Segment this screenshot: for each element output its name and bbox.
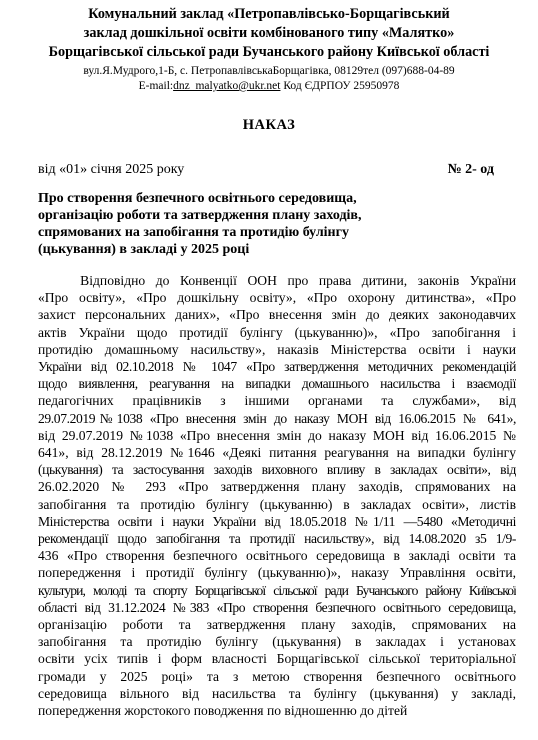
body-line: 641», від 28.12.2019 №1646 «Деякі питання реагування на випадки булінгу [38, 445, 516, 461]
body-line: Міністерства освіти і науки України від 18.05.2018 №1/11 —5480 «Методичні [38, 513, 516, 529]
subject-line: Про створення безпечного освітнього середовища, [38, 191, 357, 206]
body-line: актів України щодо протидії булінгу (цькуванню)», «Про запобігання і [38, 324, 516, 340]
header-line-3: Борщагівської сільської ради Бучанського району Київської області [48, 44, 490, 60]
body-line: попередження жорстокого поводження по відношенню до дітей [38, 703, 408, 719]
body-line: організацію роботи та затвердження плану заходів, спрямованих на [38, 617, 516, 633]
body-line: України від 02.10.2018 № 1047 «Про затвердження методичних рекомендацій [38, 359, 516, 375]
body-line: 436 «Про створення безпечного освітнього середовища в закладі освіти та [38, 548, 516, 564]
order-number: № 2- од [447, 162, 494, 177]
body-line: «Про освіту», «Про дошкільну освіту», «Про охорону дитинства», «Про [38, 290, 516, 306]
body-line: щодо виявлення, реагування на випадки домашнього насильства і взаємодії [38, 376, 516, 392]
body-line: від 29.07.2019 №1038 «Про внесення змін до наказу МОН від 16.06.2015 № [38, 427, 516, 443]
email-prefix: E-mail: [138, 80, 174, 92]
address-block [0, 64, 538, 94]
body-line: протидію домашньому насильству», наказів Міністерства освіти і науки [38, 341, 516, 357]
edrpou-code: Код ЄДРПОУ 25950978 [280, 80, 400, 92]
address-line: вул.Я.Мудрого,1-Б, с. ПетропавлівськаБорщагівка, 08129тел (097)688-04-89 [83, 65, 455, 77]
date-line [38, 162, 494, 178]
subject-line: (цькування) в закладі у 2025 році [38, 242, 250, 257]
body-line: культури, молоді та спорту Борщагівської сільської ради Бучанського району Київської [38, 582, 516, 598]
body-line: 29.07.2019№1038 «Про внесення змін до наказу МОН від 16.06.2015 № 641», [38, 410, 516, 426]
body-line: педагогічних працівників з іншими органами та службами», від [38, 393, 516, 409]
body-line: середовища вільного від насильства та булінгу (цькування) у закладі, [38, 685, 516, 701]
body-line: запобігання та протидію булінгу (цькуванню) в закладах освіти», листів [38, 496, 516, 512]
header-line-2: заклад дошкільної освіти комбінованого типу «Малятко» [83, 25, 455, 41]
body-line: (цькування) та застосування заходів виховного впливу в закладах освіти», від [38, 462, 516, 478]
body-line: Відповідно до Конвенції ООН про права дитини, законів України [38, 273, 516, 288]
institution-header [0, 5, 538, 62]
order-subject [38, 190, 418, 258]
body-line: області від 31.12.2024 №383 «Про створення безпечного освітнього середовища, [38, 599, 516, 615]
body-line: рекомендації щодо запобігання та протидії насильству», від 14.08.2020 з5 1/9- [38, 531, 516, 547]
order-body [38, 272, 516, 719]
body-line: захист персональних даних», «Про внесення змін до деяких законодавчих [38, 307, 516, 323]
email-link[interactable]: dnz_malyatko@ukr.net [173, 80, 281, 92]
contact-line [0, 79, 538, 94]
body-line: запобігання та протидію булінгу (цькування) в закладах і установах [38, 634, 516, 650]
header-line-1: Комунальний заклад «Петропавлівсько-Борщагівський [88, 6, 450, 22]
subject-line: спрямованих на запобігання та протидію булінгу [38, 225, 349, 240]
subject-line: організацію роботи та затвердження плану заходів, [38, 208, 362, 223]
order-date: від «01» січня 2025 року [38, 162, 185, 177]
body-line: громади у 2025 році» та з метою створення безпечного освітнього [38, 668, 516, 684]
body-line: 26.02.2020 № 293 «Про затвердження плану заходів, спрямованих на [38, 479, 516, 495]
document-title: НАКАЗ [242, 117, 296, 133]
body-line: попередження і протидії булінгу (цькуванню)», наказу Управління освіти, [38, 565, 516, 581]
body-line: освіти усіх типів і форм власності Борщагівської сільської територіальної [38, 651, 516, 667]
